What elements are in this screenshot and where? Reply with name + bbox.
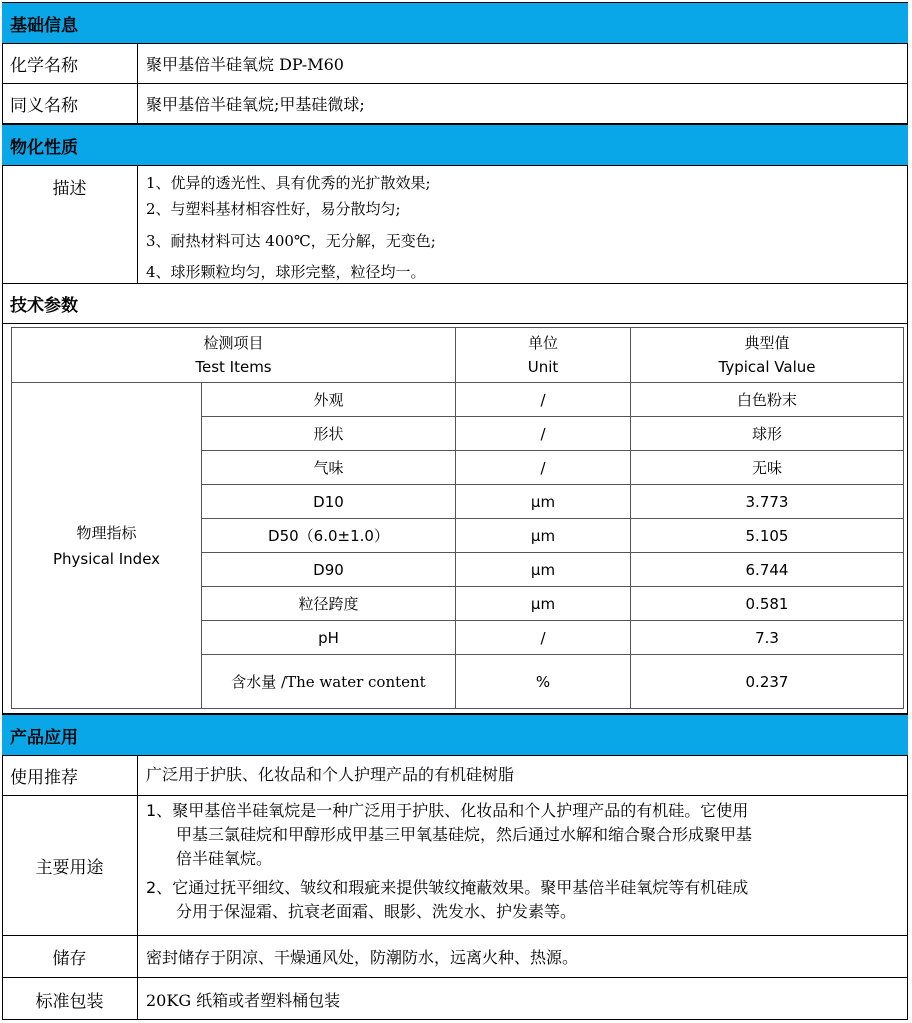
synonym-value: 聚甲基倍半硅氧烷;甲基硅微球; [146,95,365,114]
unit-cell: / [540,458,546,477]
description-label: 描述 [2,166,138,283]
chemical-name-value: 聚甲基倍半硅氧烷 DP-M60 [146,55,344,74]
item-cell: 含水量 /The water content [231,673,426,691]
unit-cell: μm [530,526,556,545]
physical-index-group: 物理指标 Physical Index [52,523,161,568]
item-cell: 外观 [313,391,344,409]
item-cell: 形状 [313,425,344,443]
use-2-line-1: 它通过抚平细纹、皱纹和瑕疵来提供皱纹掩蔽效果。聚甲基倍半硅氧烷等有机硅成 [172,878,749,897]
packaging-value: 20KG 纸箱或者塑料桶包装 [146,990,341,1010]
row-recommendation [2,756,908,796]
use-2-number: 2、 [146,878,173,897]
row-chemical-name [2,44,908,84]
use-2-line-2: 分用于保湿霜、抗衰老面霜、眼影、洗发水、护发素等。 [176,902,577,921]
unit-cell: μm [530,594,556,613]
unit-cell: / [540,390,546,409]
section-application: 产品应用 [2,714,908,756]
tech-params-table [11,327,904,709]
item-cell: D50（6.0±1.0） [268,527,389,545]
item-cell: D90 [313,560,344,579]
unit-cell: μm [530,492,556,511]
recommendation-value: 广泛用于护肤、化妆品和个人护理产品的有机硅树脂 [146,765,515,784]
value-cell: 5.105 [745,526,789,545]
description-line-3: 3、耐热材料可达 400℃，无分解，无变色; [146,232,436,250]
packaging-label: 标准包装 [2,978,138,1020]
value-cell: 7.3 [755,628,779,647]
item-cell: 粒径跨度 [298,595,359,613]
row-storage [2,936,908,978]
description-line-2: 2、与塑料基材相容性好，易分散均匀; [146,200,401,218]
value-cell: 球形 [751,425,782,443]
value-cell: 白色粉末 [736,391,797,409]
value-cell: 3.773 [745,492,789,511]
row-description [2,166,908,284]
section-basic-info: 基础信息 [2,2,908,44]
chemical-name-label: 化学名称 [2,44,138,83]
value-cell: 无味 [751,459,782,477]
use-1-line-2: 甲基三氯硅烷和甲醇形成甲基三甲氧基硅烷，然后通过水解和缩合聚合形成聚甲基 [176,825,753,844]
use-item-2 [146,876,902,924]
row-packaging [2,978,908,1020]
use-1-line-3: 倍半硅氧烷。 [176,849,273,868]
value-cell: 0.581 [745,594,789,613]
unit-cell: % [535,672,551,691]
synonym-label: 同义名称 [2,84,138,123]
use-1-number: 1、 [146,801,173,820]
header-typical-value: 典型值 Typical Value [718,334,816,376]
row-synonym [2,84,908,124]
item-cell: 气味 [313,459,344,477]
item-cell: D10 [313,492,344,511]
unit-cell: μm [530,560,556,579]
header-unit: 单位 Unit [527,334,559,376]
use-item-1 [146,799,902,871]
storage-value: 密封储存于阴凉、干燥通风处，防潮防水，远离火种、热源。 [146,948,579,967]
recommendation-label: 使用推荐 [2,756,138,795]
value-cell: 6.744 [745,560,789,579]
use-1-line-1: 聚甲基倍半硅氧烷是一种广泛用于护肤、化妆品和个人护理产品的有机硅。它使用 [172,801,749,820]
description-line-1: 1、优异的透光性、具有优秀的光扩散效果; [146,174,431,192]
storage-label: 储存 [2,936,138,977]
header-test-items: 检测项目 Test Items [195,334,272,376]
section-properties: 物化性质 [2,124,908,166]
value-cell: 0.237 [745,672,789,691]
unit-cell: / [540,424,546,443]
item-cell: pH [318,628,339,647]
description-line-4: 4、球形颗粒均匀，球形完整，粒径均一。 [146,263,426,281]
section-tech-params: 技术参数 [2,284,908,324]
main-uses-label: 主要用途 [2,796,138,935]
unit-cell: / [540,628,546,647]
